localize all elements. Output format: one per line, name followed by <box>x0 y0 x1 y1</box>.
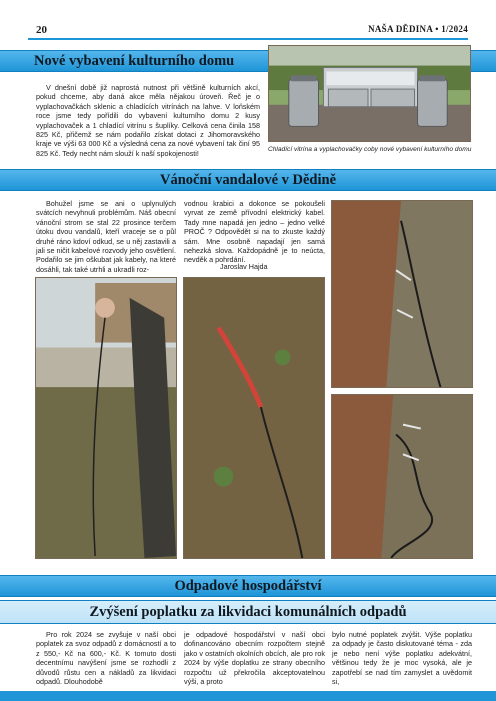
footer-bar <box>0 691 496 701</box>
article3-title-band <box>0 600 496 624</box>
article2-col2: vodnou krabici a dokonce se pokoušeli vyrvat ze země přívodní elektrický kabel. Tady mne napadá jen jedno – jedno velké PROČ ? Odpovědět si na to zkuste každý sám. Mne osobně napadají jen samá nehezká slova. Každopádně je to neúcta, nevděk a pohrdání. <box>184 199 325 265</box>
damaged-cable-photo <box>36 278 176 558</box>
magazine-header: NAŠA DĚDINA • 1/2024 <box>368 24 468 34</box>
article3-title: Zvýšení poplatku za likvidaci komunálních odpadů <box>89 603 407 620</box>
kitchen-equipment-photo <box>269 46 470 141</box>
vandal-photo-3 <box>331 200 473 388</box>
article3-section-band <box>0 575 496 597</box>
cable-in-grass-photo <box>184 278 324 558</box>
tree-trunk-photo <box>332 201 472 387</box>
article1-caption: Chladící vitrína a vyplachovačky coby nové vybavení kulturního domu <box>268 146 472 153</box>
article3-col2: je odpadové hospodářství v naší obci dofinancováno obecním rozpočtem stejně jako v ostatních okolních obcích, ale pro rok 2024 by výše doplatku ze strany obecního rozpočtu už překročila akceptovatelnou výši, a proto <box>184 630 325 687</box>
page-number: 20 <box>36 24 47 36</box>
vandal-photo-4 <box>331 394 473 559</box>
article1-title: Nové vybavení kulturního domu <box>34 52 235 69</box>
article2-title-band <box>0 169 496 191</box>
article2-title: Vánoční vandalové v Dědině <box>159 171 337 188</box>
header-rule <box>28 38 468 40</box>
article2-author: Jaroslav Hajda <box>220 262 268 271</box>
article3-section: Odpadové hospodářství <box>174 577 322 594</box>
vandal-photo-2 <box>183 277 325 559</box>
article3-col3: bylo nutné poplatek zvýšit. Výše poplatku za odpady je často diskutované téma - zda je nebo není výše poplatku adekvátní, většinou tedy že je moc vysoká, ale je zapotřebí se nad tím zamyslet a uvědomit si, <box>332 630 472 687</box>
vandal-photo-1 <box>35 277 177 559</box>
article1-photo <box>268 45 471 142</box>
cable-coil-photo <box>332 395 472 558</box>
article1-text: V dnešní době již naprostá nutnost při většině kulturních akcí, pokud chceme, aby daná akce měla nějakou úroveň. Řeč je o vyplachovačkách sklenic a chladících vitrínách na lahve. V loňském roce jsme tedy pořídili do vybavení kulturního domu 2 kusy vyplachovaček a 1 chladící vitrínu s šuplíky. Celková cena činila 158 825 Kč, přičemž se nám podařilo získat dotaci z Jihomoravského kraje ve výši 63 000 Kč a výsledná cena za nové vybavení tak činí 95 825 Kč. Tedy necht nám slouží k naší spokojenosti! <box>36 83 260 158</box>
article2-col1: Bohužel jsme se ani o uplynulých svátcích nevyhnuli problémům. Náš obecní vánoční strom se stal 22 prosince terčem útoku dvou vandalů, kteří vraceje se o půl druhé ráno kdoví odkud, se u něj zastavili a jali se ničit kabelové rozvody jeho osvětlení. Podařilo se jim oškubat jak kabely, na které dosáhli, tak také utrhli a ukradli roz- <box>36 199 176 274</box>
article3-col1: Pro rok 2024 se zvyšuje v naší obci poplatek za svoz odpadů z domácností a to z 550,- Kč na 600,- Kč. K tomuto dosti decentnímu navýšení jsme se rozhodli z důvodů růstu cen a nákladů za likvidaci odpadů. Dlouhodobě <box>36 630 176 687</box>
